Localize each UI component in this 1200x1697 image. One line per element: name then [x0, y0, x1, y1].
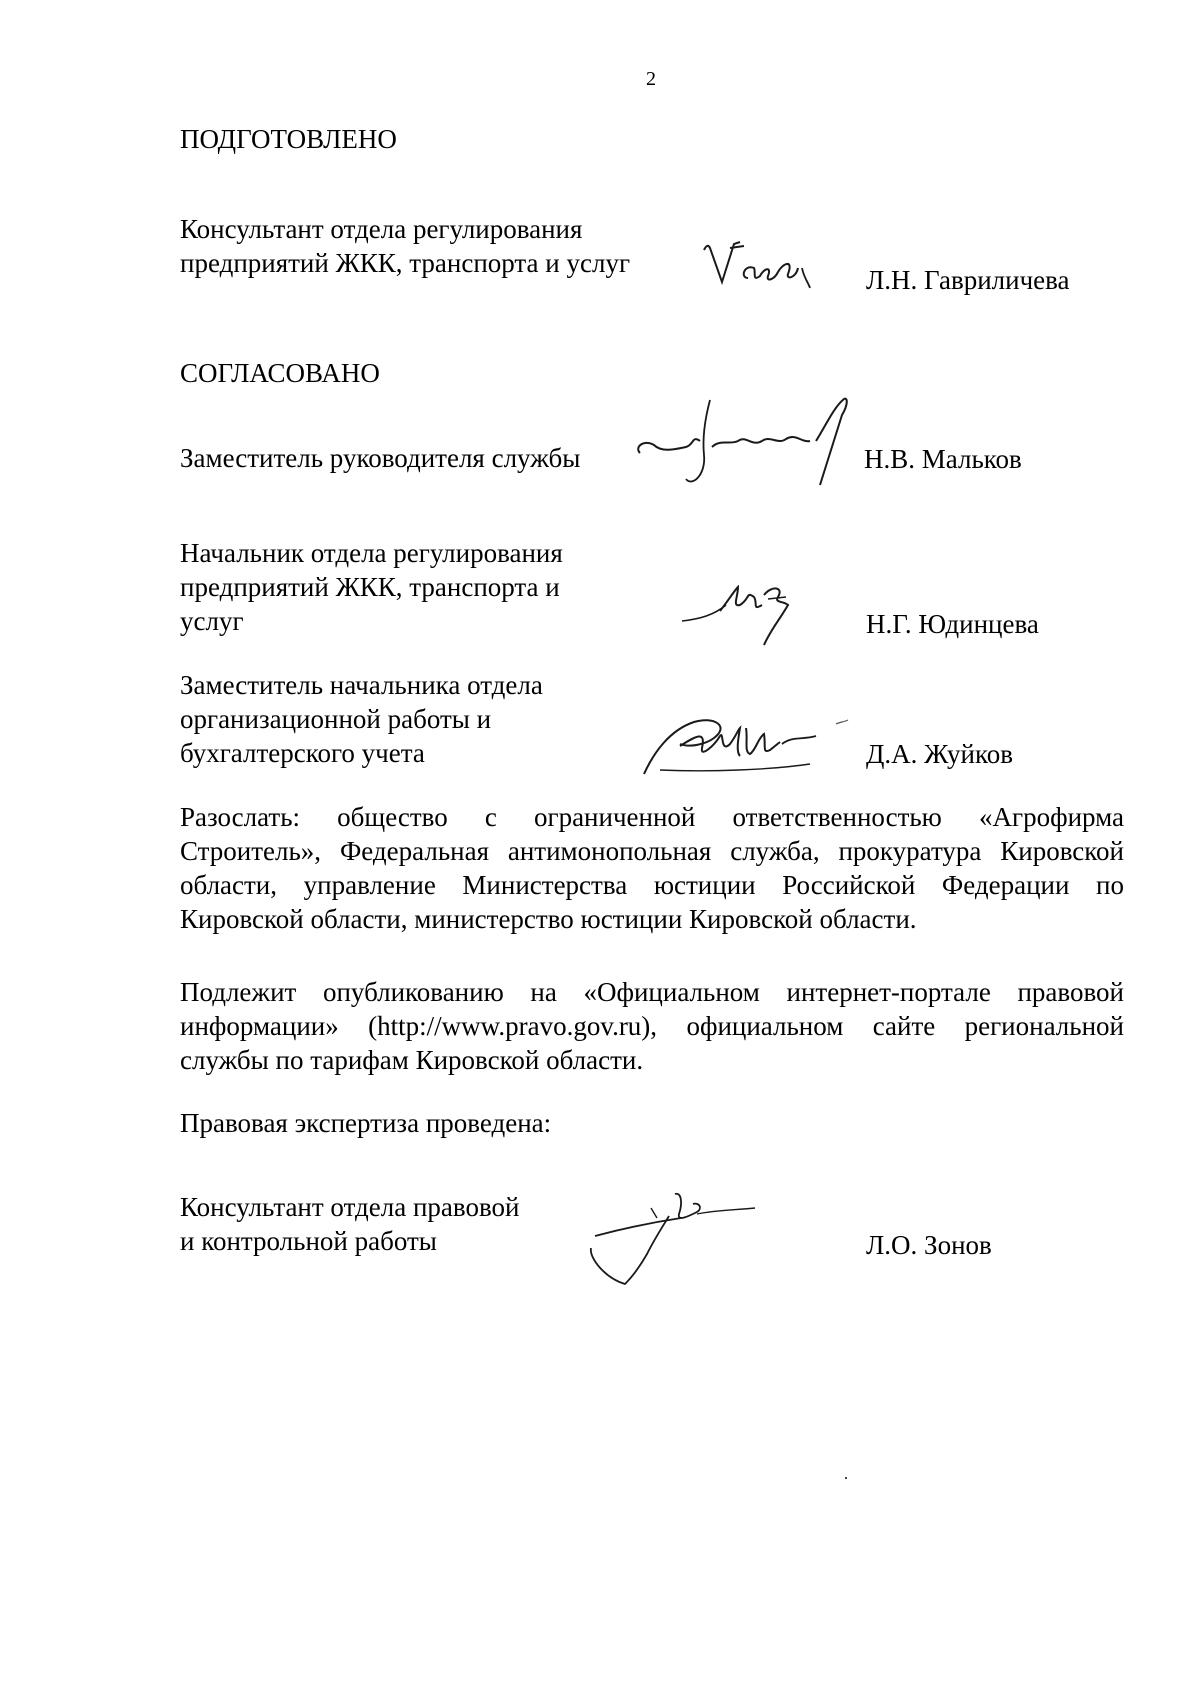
position-line: и контрольной работы [180, 1226, 437, 1256]
legal-review-signer-name: Л.О. Зонов [866, 1230, 992, 1260]
distribution-paragraph [180, 800, 1124, 936]
legal-review-label: Правовая экспертиза проведена: [180, 1108, 552, 1138]
publication-line: службы по тарифам Кировской области. [180, 1045, 644, 1075]
agreed-signer-2-name: Н.Г. Юдинцева [866, 609, 1039, 639]
publication-line: информации» (http://www.pravo.gov.ru), официальном сайте региональной [180, 1011, 1124, 1041]
position-line: бухгалтерского учета [180, 738, 425, 768]
position-line: услуг [180, 606, 244, 636]
scan-speck [845, 1477, 847, 1479]
signature-zhuikov [640, 700, 890, 785]
legal-review-position [180, 1190, 519, 1258]
distribution-line: Строитель», Федеральная антимонопольная служба, прокуратура Кировской [180, 836, 1124, 866]
agreed-signer-1-position [180, 441, 580, 475]
page-number: 2 [646, 68, 656, 90]
position-line: предприятий ЖКК, транспорта и [180, 572, 560, 602]
position-line: Заместитель руководителя службы [180, 443, 581, 473]
prepared-position [180, 212, 630, 280]
signature-malkov [630, 395, 880, 510]
position-line: организационной работы и [180, 704, 492, 734]
signature-yudintseva [680, 575, 820, 660]
agreed-signer-1-name: Н.В. Мальков [864, 444, 1022, 474]
prepared-heading: ПОДГОТОВЛЕНО [180, 124, 397, 154]
position-line: Заместитель начальника отдела [180, 670, 543, 700]
signature-gavrilicheva [700, 238, 830, 313]
agreed-heading: СОГЛАСОВАНО [180, 358, 380, 388]
publication-paragraph [180, 975, 1124, 1077]
agreed-signer-3-position [180, 668, 543, 770]
position-line: Консультант отдела регулирования [180, 214, 583, 244]
signature-zonov [585, 1188, 805, 1303]
distribution-line: Разослать: общество с ограниченной ответственностью «Агрофирма [180, 802, 1124, 832]
position-line: Начальник отдела регулирования [180, 538, 563, 568]
position-line: Консультант отдела правовой [180, 1192, 520, 1222]
position-line: предприятий ЖКК, транспорта и услуг [180, 248, 631, 278]
agreed-signer-3-name: Д.А. Жуйков [866, 739, 1013, 769]
distribution-line: области, управление Министерства юстиции Российской Федерации по [180, 870, 1124, 900]
distribution-line: Кировской области, министерство юстиции Кировской области. [180, 904, 917, 934]
prepared-signer-name: Л.Н. Гавриличева [866, 265, 1070, 295]
agreed-signer-2-position [180, 536, 563, 638]
publication-line: Подлежит опубликованию на «Официальном интернет-портале правовой [180, 977, 1124, 1007]
